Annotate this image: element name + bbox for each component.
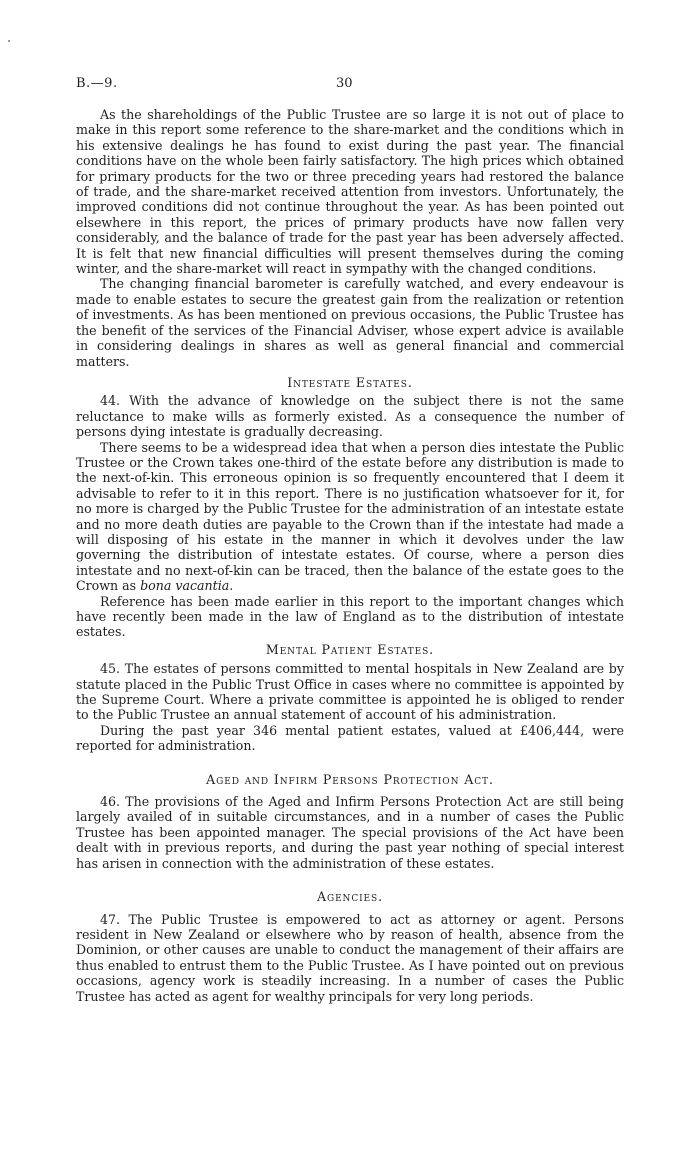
paragraph-law-of-england: Reference has been made earlier in this report to the important changes which have recently been made in the law of England as to the distribution of intestate estates. xyxy=(76,593,624,640)
margin-mark xyxy=(8,40,10,42)
paragraph-47: 47. The Public Trustee is empowered to act as attorney or agent. Persons resident in New Zealand or elsewhere who by reason of health, absence from the Dominion, or other causes are unable to conduct the management of their affairs are thus enabled to entrust them to the Public Trustee. As I have pointed out on previous occasions, agency work is steadily increasing. In a number of cases the Public Trustee has acted as agent for wealthy principals for very long periods. xyxy=(76,911,624,1004)
paragraph-45: 45. The estates of persons committed to mental hospitals in New Zealand are by statute placed in the Public Trust Office in cases where no committee is appointed by the Supreme Court. Where a private committee is appointed he is obliged to render to the Public Trustee an annual statement of account of his administration. xyxy=(76,661,624,723)
paragraph-mental-estates-count: During the past year 346 mental patient estates, valued at £406,444, were reported for administration. xyxy=(76,722,624,754)
paragraph-share-market: As the shareholdings of the Public Trustee are so large it is not out of place to make in this report some reference to the share-market and the conditions which in his extensive dealings he has found to exist during the past year. The financial conditions have on the whole been fairly satisfactory. The high prices which obtained for primary products for the two or three preceding years had restored the balance of trade, and the share-market received attention from investors. Unfortunately, the improved conditions did not continue throughout the year. As has been pointed out elsewhere in this report, the prices of primary products have now fallen very considerably, and the balance of trade for the past year has been adversely affected. It is felt that new financial difficulties will present themselves during the coming winter, and the share-market will react in sympathy with the changed conditions. xyxy=(76,107,624,277)
bona-vacantia-term: bona vacantia. xyxy=(140,578,234,594)
paragraph-intestate-idea xyxy=(76,440,624,594)
heading-agencies: Agencies. xyxy=(316,889,383,905)
paragraph-financial-barometer: The changing financial barometer is carefully watched, and every endeavour is made to enable estates to secure the greatest gain from the realization or retention of investments. As has been mentioned on previous occasions, the Public Trustee has the benefit of the services of the Financial Adviser, whose expert advice is available in considering dealings in shares as well as general financial and commercial matters. xyxy=(76,276,624,369)
heading-mental-patient-estates: Mental Patient Estates. xyxy=(265,641,435,657)
heading-aged-infirm-act: Aged and Infirm Persons Protection Act. xyxy=(206,771,494,787)
page-number: 30 xyxy=(336,76,353,91)
paragraph-46: 46. The provisions of the Aged and Infirm Persons Protection Act are still being largely availed of in suitable circumstances, and in a number of cases the Public Trustee has been appointed manager. The special provisions of the Act have been dealt with in previous reports, and during the past year nothing of special interest has arisen in connection with the administration of these estates. xyxy=(76,794,624,871)
document-reference: B.—9. xyxy=(76,76,118,91)
heading-intestate-estates: Intestate Estates. xyxy=(287,374,413,390)
page-body xyxy=(76,107,624,1004)
paragraph-intestate-idea-text: There seems to be a widespread idea that when a person dies intestate the Public Trustee or the Crown takes one-third of the estate before any distribution is made to the next-of-kin. This erroneous opinion is so frequently encountered that I deem it advisable to refer to it in this report. There is no justification whatsoever for it, for no more is charged by the Public Trustee for the administration of an intestate estate and no more death duties are payable to the Crown than if the intestate had made a will disposing of his estate in the manner in which it devolves under the law governing the distribution of intestate estates. Of course, where a person dies intestate and no next-of-kin can be traced, then the balance of the estate goes to the Crown as xyxy=(76,439,624,594)
paragraph-44: 44. With the advance of knowledge on the subject there is not the same reluctance to make wills as formerly existed. As a consequence the number of persons dying intestate is gradually decreasing. xyxy=(76,393,624,440)
page-header xyxy=(0,76,700,96)
